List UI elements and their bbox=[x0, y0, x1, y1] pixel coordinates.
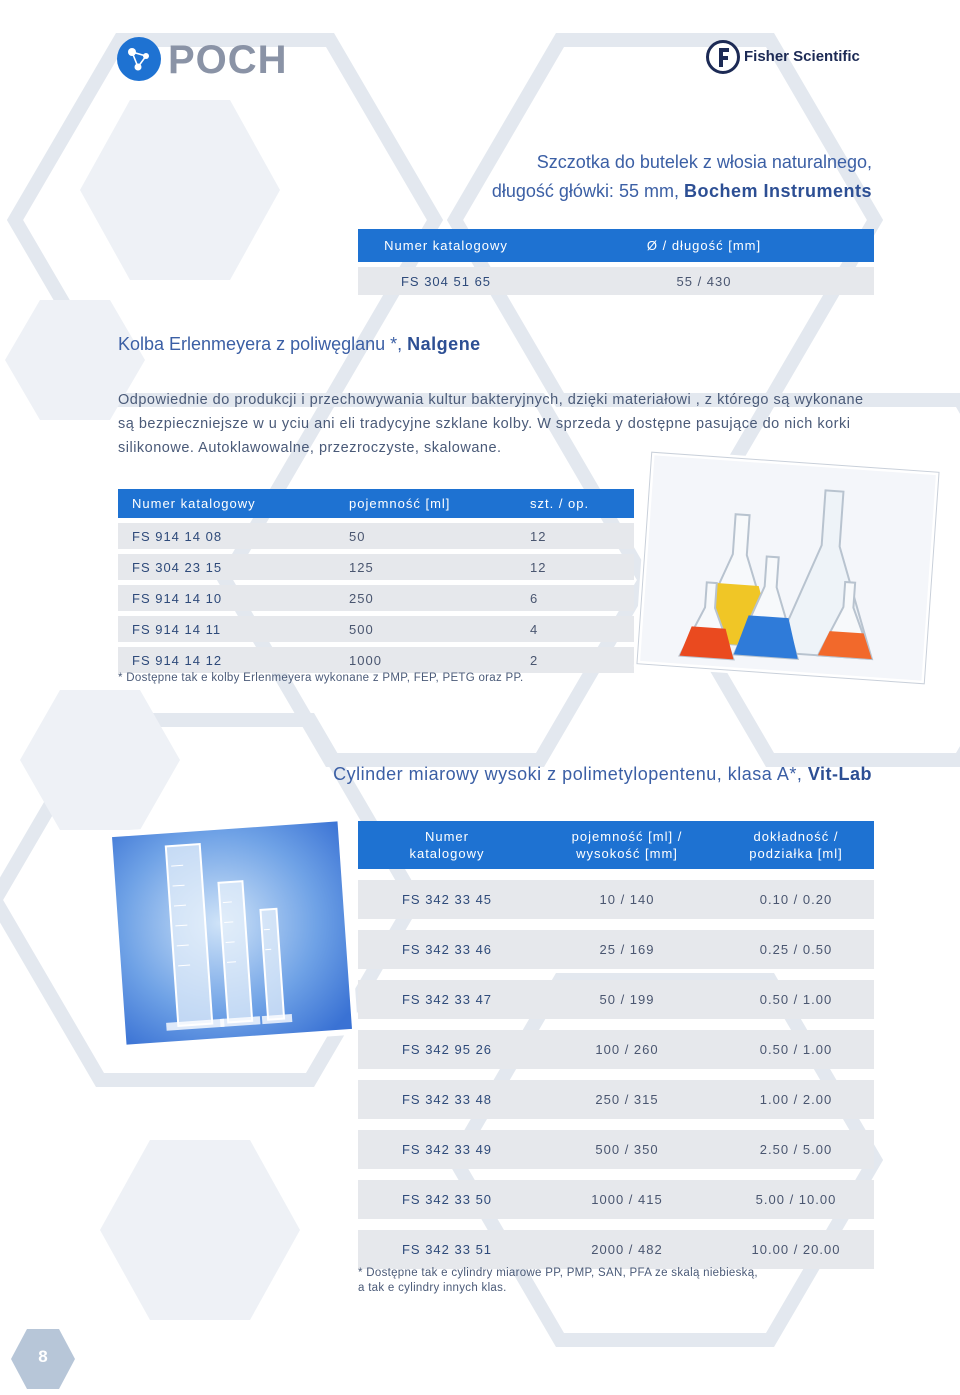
molecule-icon bbox=[116, 36, 162, 82]
header-line: Numer bbox=[424, 829, 469, 844]
catalog-number-cell: FS 914 14 08 bbox=[118, 523, 289, 549]
catalog-number-cell: FS 342 33 50 bbox=[358, 1180, 536, 1219]
table-row bbox=[358, 1080, 874, 1119]
table-header-row bbox=[118, 489, 634, 518]
catalog-number-cell: FS 342 33 51 bbox=[358, 1230, 536, 1269]
cylinder-title-text: Cylinder miarowy wysoki z polimetylopentenu, klasa A*, bbox=[333, 764, 808, 784]
column-header bbox=[536, 821, 718, 869]
capacity-cell: 1000 bbox=[289, 647, 500, 673]
column-header: szt. / op. bbox=[500, 489, 634, 518]
cylinder-footnote-line2: a tak e cylindry innych klas. bbox=[358, 1282, 507, 1294]
fisher-scientific-logo: Fisher Scientific bbox=[744, 48, 860, 65]
capacity-height-cell: 25 / 169 bbox=[536, 930, 718, 969]
capacity-height-cell: 2000 / 482 bbox=[536, 1230, 718, 1269]
graduated-cylinders-photo bbox=[105, 814, 360, 1052]
capacity-cell: 250 bbox=[289, 585, 500, 611]
table-row bbox=[358, 1230, 874, 1269]
cylinder-brand: Vit-Lab bbox=[807, 764, 872, 784]
cylinder-product-title bbox=[333, 764, 872, 785]
table-row bbox=[358, 880, 874, 919]
fisher-f-icon bbox=[706, 40, 740, 74]
column-header bbox=[718, 821, 874, 869]
accuracy-cell: 0.25 / 0.50 bbox=[718, 930, 874, 969]
table-row bbox=[118, 523, 634, 549]
pack-size-cell: 4 bbox=[500, 616, 634, 642]
capacity-height-cell: 500 / 350 bbox=[536, 1130, 718, 1169]
catalog-number-cell: FS 304 23 15 bbox=[118, 554, 289, 580]
accuracy-cell: 0.10 / 0.20 bbox=[718, 880, 874, 919]
accuracy-cell: 0.50 / 1.00 bbox=[718, 980, 874, 1019]
table-row bbox=[118, 647, 634, 673]
capacity-cell: 500 bbox=[289, 616, 500, 642]
erlenmeyer-flasks-photo bbox=[633, 448, 944, 688]
column-header bbox=[358, 821, 536, 869]
flask-title-text: Kolba Erlenmeyera z poliwęglanu *, bbox=[118, 334, 408, 354]
catalog-number-cell: FS 342 95 26 bbox=[358, 1030, 536, 1069]
accuracy-cell: 0.50 / 1.00 bbox=[718, 1030, 874, 1069]
pack-size-cell: 2 bbox=[500, 647, 634, 673]
pack-size-cell: 6 bbox=[500, 585, 634, 611]
capacity-height-cell: 10 / 140 bbox=[536, 880, 718, 919]
column-header: pojemność [ml] bbox=[289, 489, 500, 518]
brush-title-line2 bbox=[492, 177, 872, 206]
capacity-height-cell: 250 / 315 bbox=[536, 1080, 718, 1119]
catalog-number-cell: FS 914 14 10 bbox=[118, 585, 289, 611]
capacity-height-cell: 100 / 260 bbox=[536, 1030, 718, 1069]
table-row bbox=[358, 1130, 874, 1169]
accuracy-cell: 5.00 / 10.00 bbox=[718, 1180, 874, 1219]
capacity-height-cell: 1000 / 415 bbox=[536, 1180, 718, 1219]
brush-product-title bbox=[492, 148, 872, 206]
catalog-number-cell: FS 342 33 48 bbox=[358, 1080, 536, 1119]
flask-footnote: * Dostępne tak e kolby Erlenmeyera wykonane z PMP, FEP, PETG oraz PP. bbox=[118, 672, 524, 684]
brush-title-line1: Szczotka do butelek z włosia naturalnego, bbox=[536, 152, 872, 172]
table-row bbox=[358, 1180, 874, 1219]
catalog-number-cell: FS 304 51 65 bbox=[358, 267, 534, 295]
flask-table bbox=[118, 484, 634, 678]
column-header: Ø / długość [mm] bbox=[534, 229, 874, 262]
header-line: podziałka [ml] bbox=[749, 846, 843, 861]
catalog-number-cell: FS 342 33 46 bbox=[358, 930, 536, 969]
pack-size-cell: 12 bbox=[500, 554, 634, 580]
catalog-number-cell: FS 914 14 12 bbox=[118, 647, 289, 673]
table-row bbox=[358, 1030, 874, 1069]
table-row bbox=[358, 930, 874, 969]
brush-brand: Bochem Instruments bbox=[683, 181, 872, 201]
cylinder-table bbox=[358, 810, 874, 1280]
pack-size-cell: 12 bbox=[500, 523, 634, 549]
capacity-height-cell: 50 / 199 bbox=[536, 980, 718, 1019]
cylinder-footnote bbox=[358, 1266, 758, 1296]
flask-product-title bbox=[118, 334, 481, 355]
table-header-row bbox=[358, 229, 874, 262]
brush-table bbox=[358, 224, 874, 300]
flask-brand: Nalgene bbox=[407, 334, 481, 354]
catalog-number-cell: FS 342 33 45 bbox=[358, 880, 536, 919]
flask-description: Odpowiednie do produkcji i przechowywania kultur bakteryjnych, dzięki materiałowi , z którego są wykonane są bezpieczniejsze w u yciu ani eli tradycyjne szklane kolby. W sprzeda y dostępne pasujące do nich korki silikonowe. Autoklawowalne, przezroczyste, skalowane. bbox=[118, 392, 864, 456]
capacity-cell: 125 bbox=[289, 554, 500, 580]
header-line: wysokość [mm] bbox=[576, 846, 678, 861]
brush-title-line2-text: długość główki: 55 mm, bbox=[491, 181, 684, 201]
poch-logo: POCH bbox=[168, 38, 288, 82]
table-header-row bbox=[358, 821, 874, 869]
header-line: dokładność / bbox=[753, 829, 839, 844]
header-line: katalogowy bbox=[409, 846, 485, 861]
catalog-number-cell: FS 342 33 47 bbox=[358, 980, 536, 1019]
page-number: 8 bbox=[38, 1347, 48, 1366]
table-row bbox=[358, 267, 874, 295]
accuracy-cell: 1.00 / 2.00 bbox=[718, 1080, 874, 1119]
catalog-number-cell: FS 342 33 49 bbox=[358, 1130, 536, 1169]
cylinder-footnote-line1: * Dostępne tak e cylindry miarowe PP, PMP, SAN, PFA ze skalą niebieską, bbox=[358, 1267, 758, 1279]
table-row bbox=[118, 616, 634, 642]
capacity-cell: 50 bbox=[289, 523, 500, 549]
table-row bbox=[118, 554, 634, 580]
table-row bbox=[118, 585, 634, 611]
value-cell: 55 / 430 bbox=[534, 267, 874, 295]
header-line: pojemność [ml] / bbox=[571, 829, 683, 844]
accuracy-cell: 2.50 / 5.00 bbox=[718, 1130, 874, 1169]
column-header: Numer katalogowy bbox=[358, 229, 534, 262]
column-header: Numer katalogowy bbox=[118, 489, 289, 518]
accuracy-cell: 10.00 / 20.00 bbox=[718, 1230, 874, 1269]
catalog-number-cell: FS 914 14 11 bbox=[118, 616, 289, 642]
table-row bbox=[358, 980, 874, 1019]
